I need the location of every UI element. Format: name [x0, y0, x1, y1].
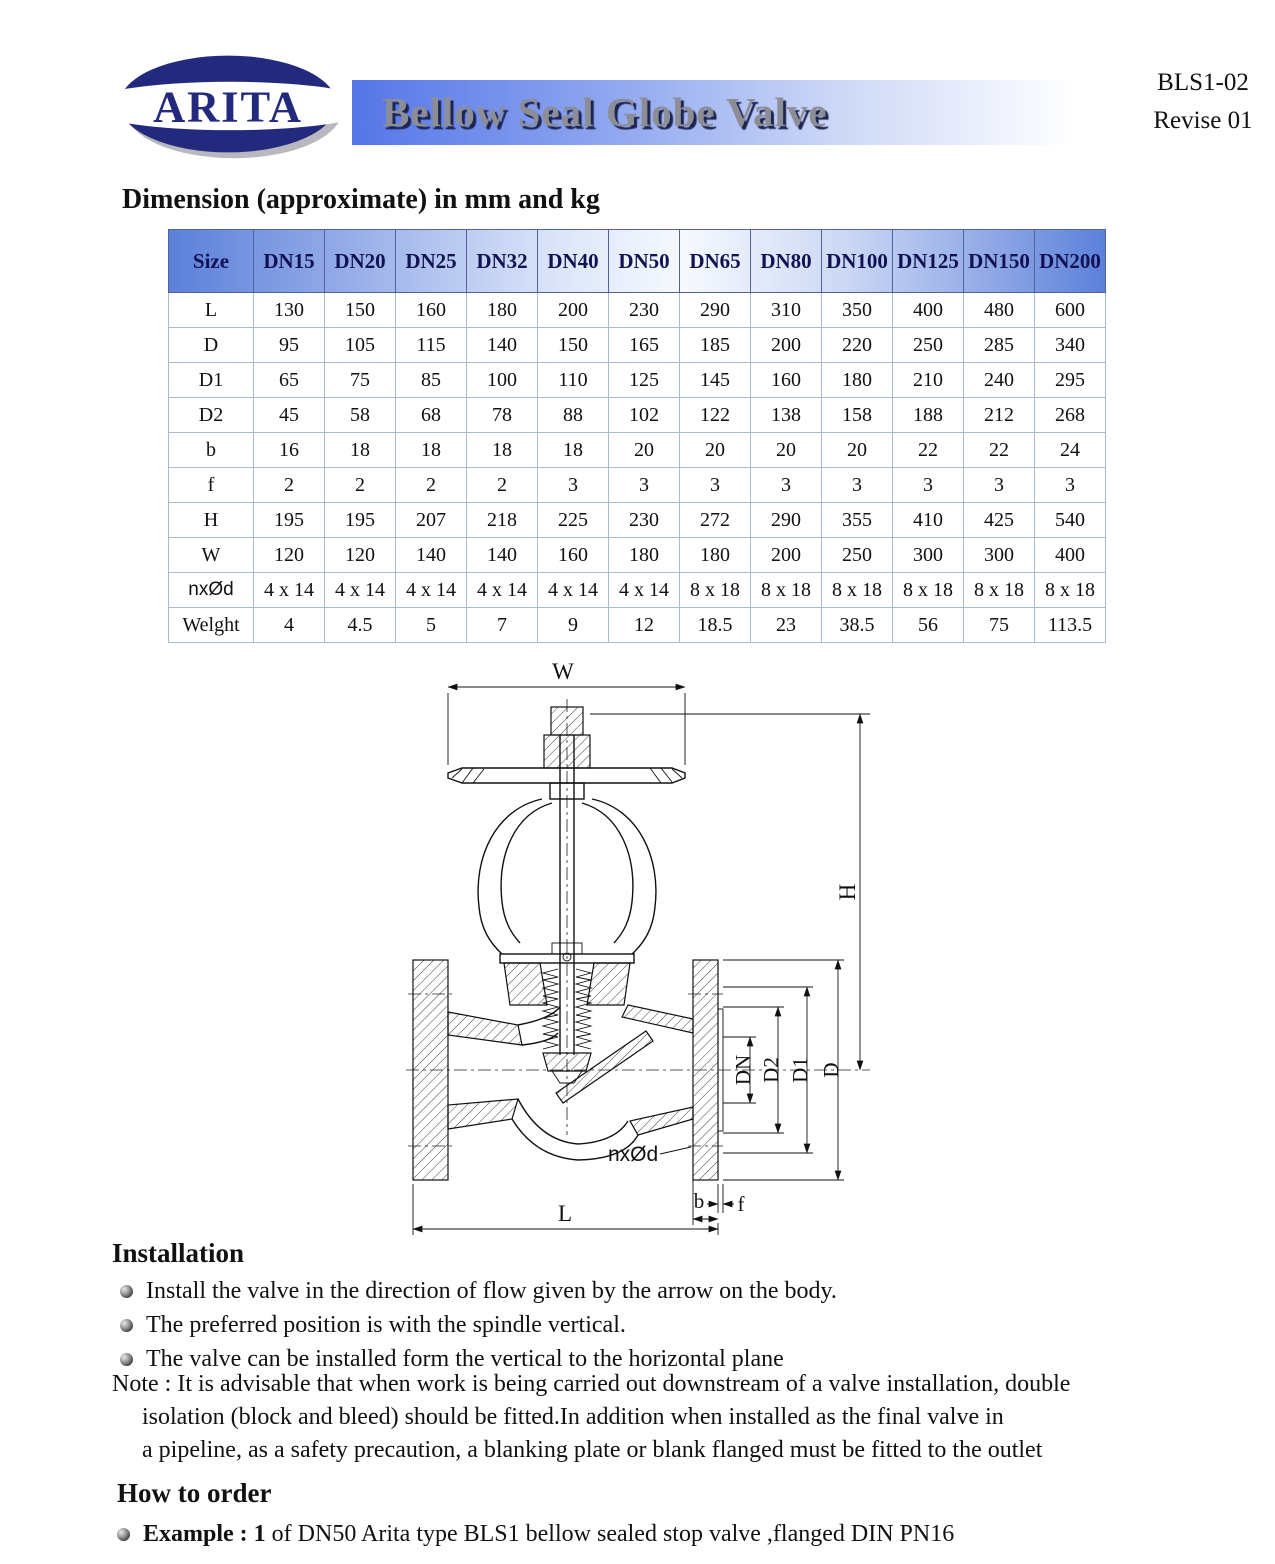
- row-label: W: [169, 538, 254, 573]
- col-header-dn65: DN65: [680, 230, 751, 293]
- dim-l-label: L: [557, 1201, 573, 1226]
- list-item: [120, 1311, 1212, 1339]
- table-row: [169, 433, 1106, 468]
- table-cell: 3: [680, 468, 751, 503]
- list-item: [120, 1277, 1212, 1305]
- dimension-table: [168, 229, 1106, 643]
- table-cell: 2: [396, 468, 467, 503]
- table-cell: 480: [964, 293, 1035, 328]
- col-header-dn150: DN150: [964, 230, 1035, 293]
- col-header-dn40: DN40: [538, 230, 609, 293]
- table-row: [169, 503, 1106, 538]
- bellows-right: [576, 969, 591, 1049]
- table-cell: 16: [254, 433, 325, 468]
- note-section: [112, 1368, 1232, 1467]
- dim-d2-label: D2: [759, 1057, 783, 1083]
- table-cell: 290: [751, 503, 822, 538]
- table-cell: 300: [893, 538, 964, 573]
- table-cell: 240: [964, 363, 1035, 398]
- table-cell: 110: [538, 363, 609, 398]
- table-cell: 350: [822, 293, 893, 328]
- doc-code: BLS1-02: [1157, 69, 1249, 96]
- table-cell: 58: [325, 398, 396, 433]
- dim-f-label: f: [737, 1192, 745, 1216]
- table-cell: 8 x 18: [1035, 573, 1106, 608]
- dim-h-label: H: [835, 883, 860, 901]
- table-row: [169, 398, 1106, 433]
- table-cell: 3: [893, 468, 964, 503]
- dim-dn-label: DN: [731, 1054, 755, 1086]
- table-cell: 65: [254, 363, 325, 398]
- table-cell: 210: [893, 363, 964, 398]
- logo-text: ARITA: [153, 81, 303, 132]
- col-header-dn32: DN32: [467, 230, 538, 293]
- table-cell: 140: [467, 328, 538, 363]
- table-cell: 113.5: [1035, 608, 1106, 643]
- table-cell: 20: [680, 433, 751, 468]
- table-cell: 24: [1035, 433, 1106, 468]
- col-header-dn200: DN200: [1035, 230, 1106, 293]
- pipe-wall-top-left: [448, 1012, 522, 1045]
- table-cell: 102: [609, 398, 680, 433]
- example-rest: of DN50 Arita type BLS1 bellow sealed stop valve ,flanged DIN PN16: [265, 1521, 955, 1547]
- table-cell: 340: [1035, 328, 1106, 363]
- stem-nut: [551, 707, 583, 735]
- how-to-order-section: [117, 1478, 1217, 1548]
- table-cell: 95: [254, 328, 325, 363]
- table-cell: 2: [467, 468, 538, 503]
- table-cell: 78: [467, 398, 538, 433]
- table-cell: 188: [893, 398, 964, 433]
- page-title: Bellow Seal Globe Valve: [382, 89, 828, 135]
- row-label: D: [169, 328, 254, 363]
- table-cell: 145: [680, 363, 751, 398]
- table-cell: 22: [964, 433, 1035, 468]
- table-cell: 140: [396, 538, 467, 573]
- col-header-dn20: DN20: [325, 230, 396, 293]
- cone-wall-bottom: [630, 1107, 693, 1135]
- table-cell: 200: [538, 293, 609, 328]
- valve-drawing: [400, 657, 900, 1249]
- table-cell: 212: [964, 398, 1035, 433]
- table-cell: 4 x 14: [609, 573, 680, 608]
- table-cell: 7: [467, 608, 538, 643]
- pipe-wall-bottom-left: [448, 1099, 518, 1129]
- table-cell: 20: [609, 433, 680, 468]
- bullet-text: The preferred position is with the spindle vertical.: [146, 1312, 626, 1338]
- col-header-dn125: DN125: [893, 230, 964, 293]
- table-cell: 18.5: [680, 608, 751, 643]
- table-cell: 4 x 14: [467, 573, 538, 608]
- example-text: [143, 1521, 954, 1548]
- table-cell: 540: [1035, 503, 1106, 538]
- table-cell: 218: [467, 503, 538, 538]
- table-cell: 180: [467, 293, 538, 328]
- table-cell: 130: [254, 293, 325, 328]
- table-cell: 4 x 14: [254, 573, 325, 608]
- bullet-text: The valve can be installed form the vertical to the horizontal plane: [146, 1346, 784, 1372]
- table-row: [169, 363, 1106, 398]
- how-to-order-heading: How to order: [117, 1478, 272, 1508]
- table-cell: 100: [467, 363, 538, 398]
- table-cell: 2: [325, 468, 396, 503]
- table-row: [169, 608, 1106, 643]
- table-cell: 165: [609, 328, 680, 363]
- table-cell: 138: [751, 398, 822, 433]
- table-cell: 268: [1035, 398, 1106, 433]
- table-cell: 310: [751, 293, 822, 328]
- table-cell: 195: [325, 503, 396, 538]
- arita-logo: [107, 46, 349, 164]
- table-cell: 180: [680, 538, 751, 573]
- table-cell: 45: [254, 398, 325, 433]
- table-cell: 300: [964, 538, 1035, 573]
- bullet-icon: [120, 1353, 133, 1366]
- col-header-size: Size: [169, 230, 254, 293]
- yoke-arm-right: [592, 799, 656, 954]
- table-cell: 18: [396, 433, 467, 468]
- table-cell: 295: [1035, 363, 1106, 398]
- table-cell: 3: [538, 468, 609, 503]
- table-cell: 150: [325, 293, 396, 328]
- table-cell: 195: [254, 503, 325, 538]
- col-header-dn100: DN100: [822, 230, 893, 293]
- table-cell: 85: [396, 363, 467, 398]
- table-cell: 75: [964, 608, 1035, 643]
- dim-w-label: W: [552, 659, 574, 684]
- bullet-icon: [120, 1285, 133, 1298]
- table-cell: 180: [822, 363, 893, 398]
- table-cell: 200: [751, 538, 822, 573]
- table-cell: 115: [396, 328, 467, 363]
- table-cell: 4 x 14: [325, 573, 396, 608]
- table-cell: 5: [396, 608, 467, 643]
- row-label: nxØd: [169, 573, 254, 608]
- table-cell: 23: [751, 608, 822, 643]
- table-cell: 8 x 18: [680, 573, 751, 608]
- table-cell: 3: [822, 468, 893, 503]
- table-cell: 207: [396, 503, 467, 538]
- table-cell: 600: [1035, 293, 1106, 328]
- table-cell: 9: [538, 608, 609, 643]
- dim-d1-label: D1: [788, 1057, 812, 1083]
- table-cell: 4 x 14: [396, 573, 467, 608]
- table-cell: 230: [609, 503, 680, 538]
- table-cell: 220: [822, 328, 893, 363]
- bullet-icon: [117, 1528, 130, 1541]
- title-banner: [352, 80, 1138, 145]
- table-cell: 180: [609, 538, 680, 573]
- table-cell: 3: [964, 468, 1035, 503]
- cone-wall-top: [622, 1005, 693, 1033]
- col-header-dn25: DN25: [396, 230, 467, 293]
- table-header-row: [169, 230, 1106, 293]
- row-label: H: [169, 503, 254, 538]
- doc-info: [1133, 64, 1273, 140]
- dim-d-label: D: [819, 1062, 843, 1078]
- table-cell: 105: [325, 328, 396, 363]
- row-label: L: [169, 293, 254, 328]
- table-cell: 410: [893, 503, 964, 538]
- table-cell: 285: [964, 328, 1035, 363]
- table-cell: 20: [751, 433, 822, 468]
- table-cell: 2: [254, 468, 325, 503]
- bellows-left: [543, 969, 558, 1049]
- left-flange: [413, 960, 448, 1180]
- table-cell: 150: [538, 328, 609, 363]
- order-example: [117, 1521, 1217, 1548]
- table-cell: 3: [609, 468, 680, 503]
- table-cell: 56: [893, 608, 964, 643]
- section-title: Dimension (approximate) in mm and kg: [122, 184, 600, 215]
- note-line: a pipeline, as a safety precaution, a blanking plate or blank flanged must be fitted to the outlet: [142, 1437, 1043, 1463]
- row-label: D2: [169, 398, 254, 433]
- row-label: b: [169, 433, 254, 468]
- col-header-dn80: DN80: [751, 230, 822, 293]
- table-cell: 355: [822, 503, 893, 538]
- table-cell: 160: [396, 293, 467, 328]
- table-cell: 8 x 18: [822, 573, 893, 608]
- table-row: [169, 328, 1106, 363]
- table-cell: 4 x 14: [538, 573, 609, 608]
- table-cell: 272: [680, 503, 751, 538]
- installation-heading: Installation: [112, 1238, 245, 1268]
- note-line: isolation (block and bleed) should be fitted.In addition when installed as the final valve in: [142, 1404, 1004, 1430]
- table-cell: 22: [893, 433, 964, 468]
- table-cell: 18: [538, 433, 609, 468]
- table-cell: 122: [680, 398, 751, 433]
- table-cell: 8 x 18: [964, 573, 1035, 608]
- table-cell: 400: [1035, 538, 1106, 573]
- table-row: [169, 538, 1106, 573]
- dim-nxod-label: nxØd: [608, 1143, 659, 1166]
- table-row: [169, 573, 1106, 608]
- table-cell: 38.5: [822, 608, 893, 643]
- table-cell: 425: [964, 503, 1035, 538]
- table-cell: 4: [254, 608, 325, 643]
- table-cell: 250: [822, 538, 893, 573]
- bullet-icon: [120, 1319, 133, 1332]
- table-body: [169, 293, 1106, 643]
- table-cell: 8 x 18: [893, 573, 964, 608]
- col-header-dn15: DN15: [254, 230, 325, 293]
- table-cell: 400: [893, 293, 964, 328]
- table-cell: 158: [822, 398, 893, 433]
- valve-disc: [543, 1053, 591, 1071]
- table-cell: 230: [609, 293, 680, 328]
- table-head: [169, 230, 1106, 293]
- bullet-text: Install the valve in the direction of flow given by the arrow on the body.: [146, 1278, 837, 1304]
- table-cell: 225: [538, 503, 609, 538]
- handwheel-hub: [544, 735, 590, 768]
- col-header-dn50: DN50: [609, 230, 680, 293]
- table-cell: 250: [893, 328, 964, 363]
- note-line: Note : It is advisable that when work is being carried out downstream of a valve installation, double: [112, 1371, 1071, 1397]
- table-cell: 125: [609, 363, 680, 398]
- table-cell: 20: [822, 433, 893, 468]
- table-row: [169, 293, 1106, 328]
- bonnet-wall-right: [587, 963, 630, 1005]
- table-cell: 18: [467, 433, 538, 468]
- table-row: [169, 468, 1106, 503]
- table-cell: 120: [254, 538, 325, 573]
- table-cell: 290: [680, 293, 751, 328]
- table-cell: 18: [325, 433, 396, 468]
- yoke-arm-left: [478, 799, 542, 954]
- table-cell: 12: [609, 608, 680, 643]
- table-cell: 140: [467, 538, 538, 573]
- table-cell: 200: [751, 328, 822, 363]
- example-bold: Example : 1: [143, 1521, 266, 1547]
- installation-section: [112, 1238, 1212, 1379]
- table-cell: 8 x 18: [751, 573, 822, 608]
- dim-b-label: b: [693, 1189, 705, 1213]
- row-label: f: [169, 468, 254, 503]
- right-flange: [693, 960, 718, 1180]
- row-label: D1: [169, 363, 254, 398]
- table-cell: 185: [680, 328, 751, 363]
- row-label: Welght: [169, 608, 254, 643]
- table-cell: 88: [538, 398, 609, 433]
- table-cell: 160: [538, 538, 609, 573]
- bonnet-wall-left: [504, 963, 547, 1005]
- doc-revision: Revise 01: [1153, 107, 1253, 134]
- table-cell: 160: [751, 363, 822, 398]
- table-cell: 120: [325, 538, 396, 573]
- table-cell: 75: [325, 363, 396, 398]
- table-cell: 68: [396, 398, 467, 433]
- table-cell: 3: [1035, 468, 1106, 503]
- table-cell: 3: [751, 468, 822, 503]
- table-cell: 4.5: [325, 608, 396, 643]
